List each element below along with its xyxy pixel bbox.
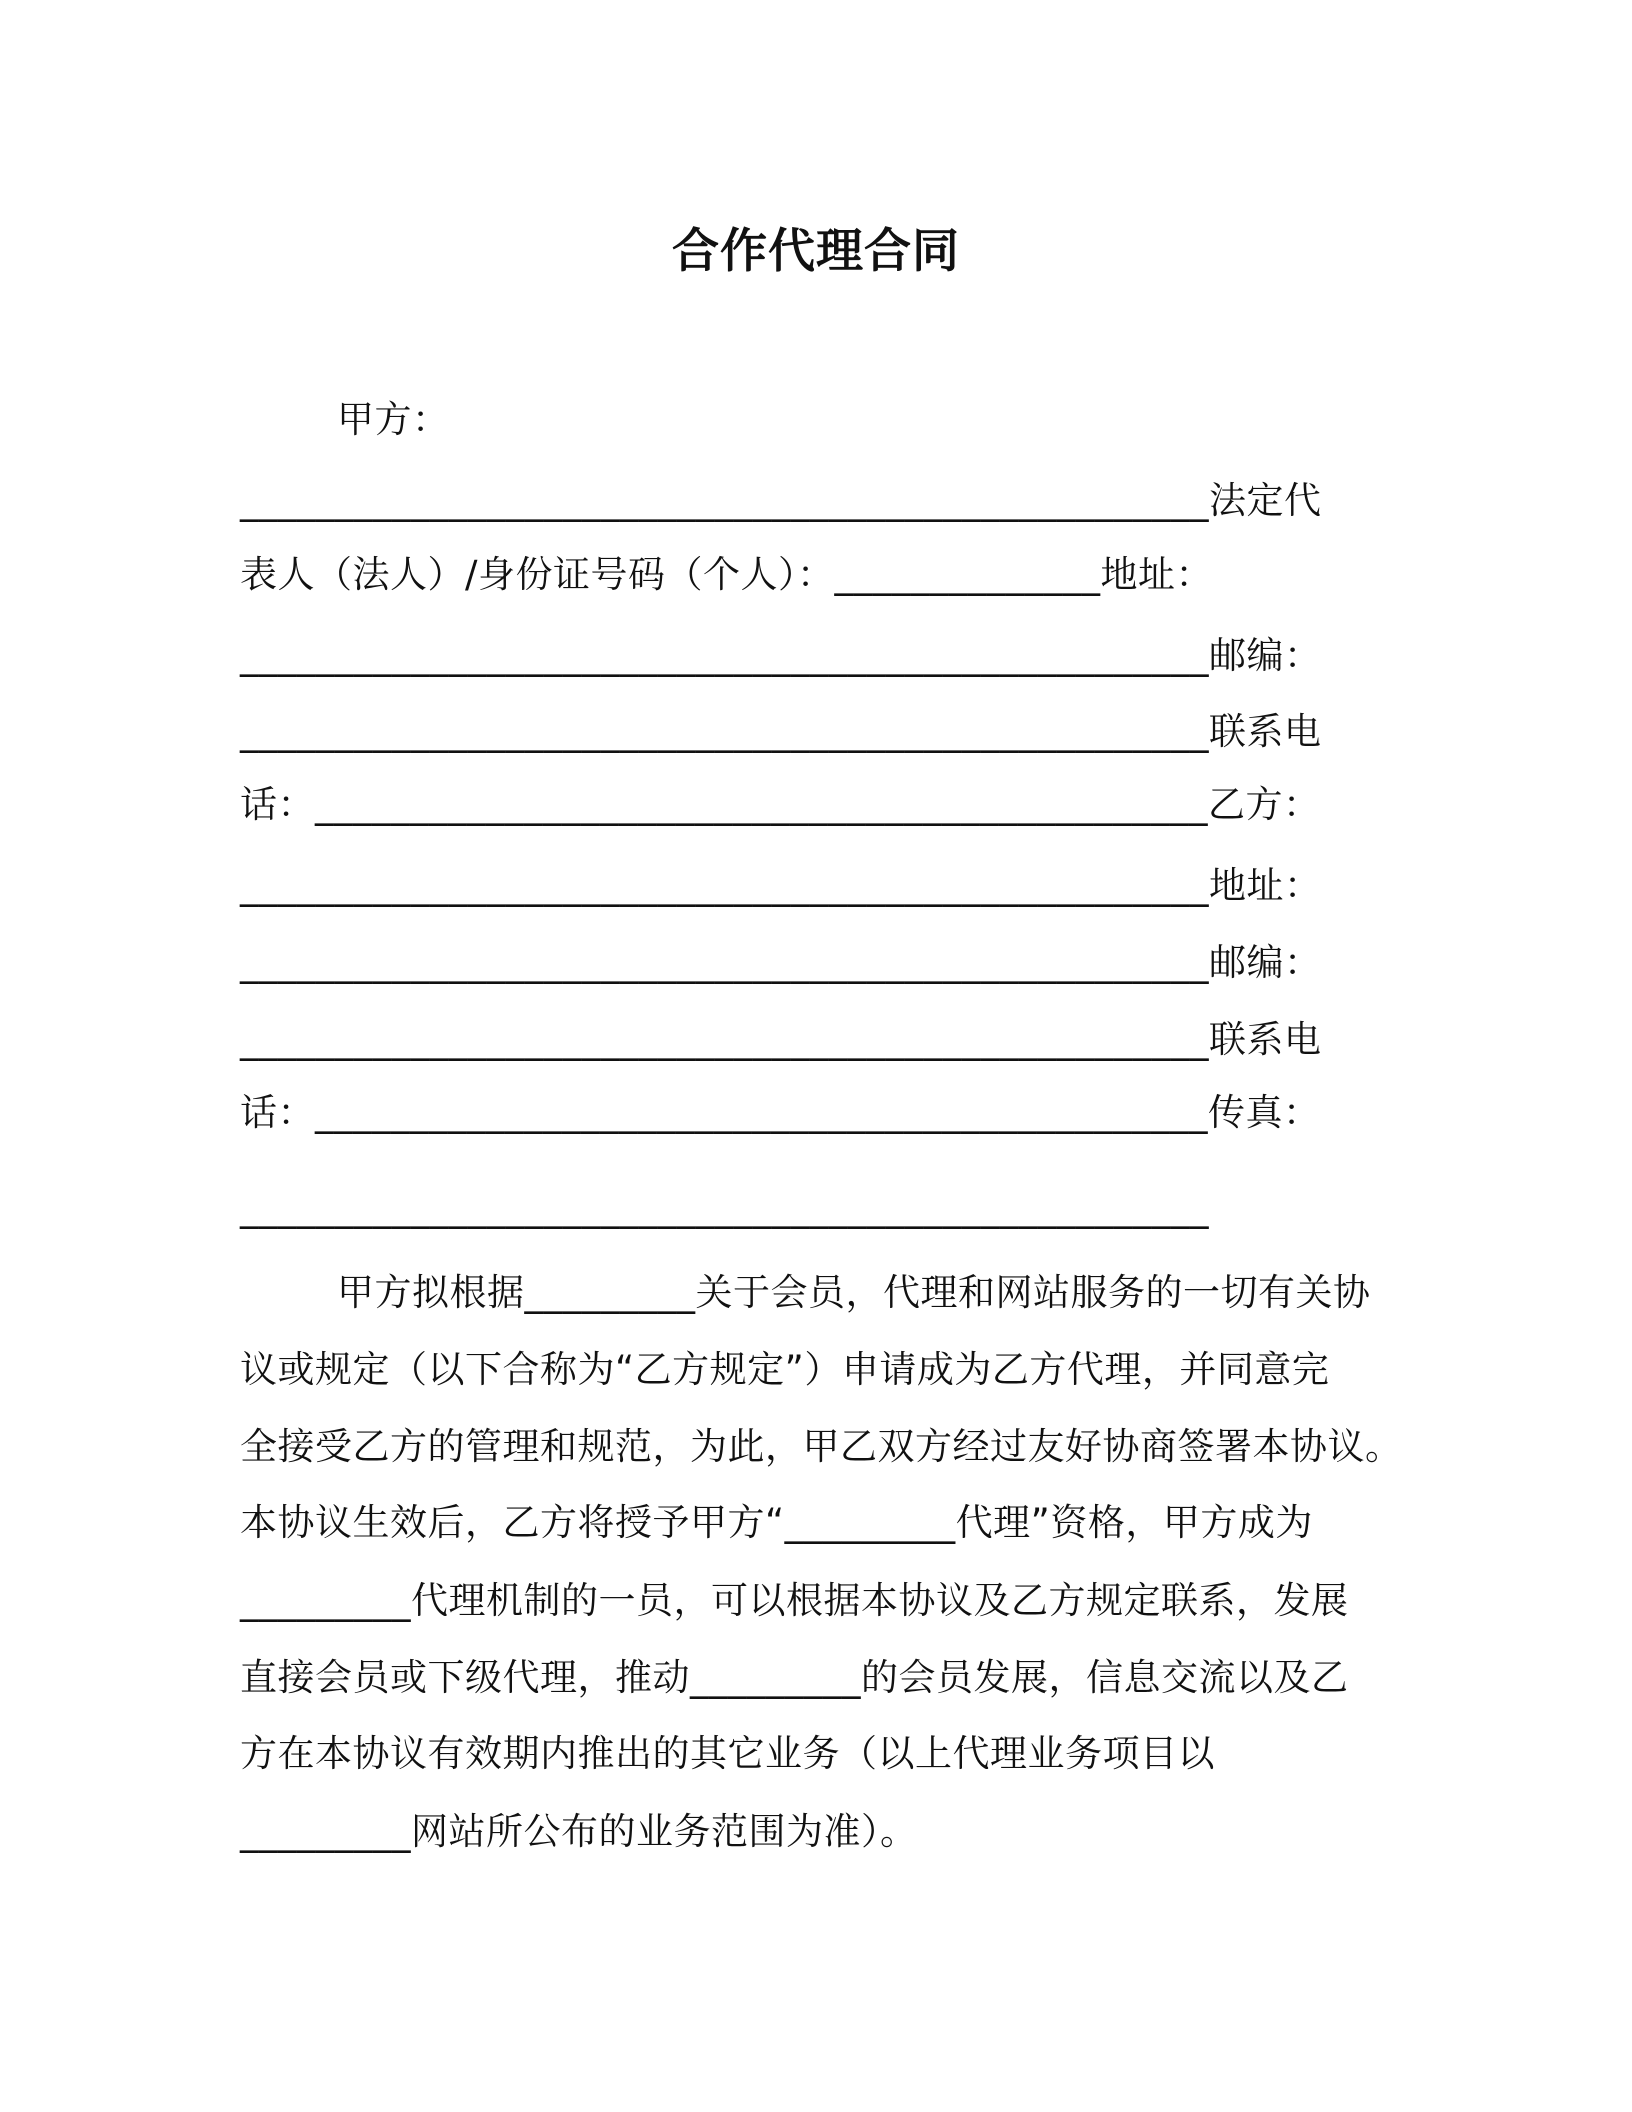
document-line: 话：_______________________________________________乙方： [240, 783, 1321, 826]
document-line: ___________________________________________________邮编： [240, 941, 1322, 984]
document-line: 话：_______________________________________________传真： [240, 1091, 1321, 1134]
paragraph-line: 方在本协议有效期内推出的其它业务（以上代理业务项目以 [240, 1732, 1215, 1775]
document-line: ___________________________________________________ [240, 1186, 1209, 1229]
document-line: ___________________________________________________联系电 [240, 1018, 1322, 1061]
paragraph-line: 全接受乙方的管理和规范，为此，甲乙双方经过友好协商签署本协议。 [240, 1425, 1403, 1468]
paragraph-line: _________代理机制的一员，可以根据本协议及乙方规定联系，发展 [240, 1579, 1349, 1622]
document-line: ___________________________________________________地址： [240, 864, 1322, 907]
document-line: ___________________________________________________邮编： [240, 634, 1322, 677]
document-title: 合作代理合同 [672, 224, 960, 279]
party-a-label: 甲方： [337, 398, 450, 441]
paragraph-line: 直接会员或下级代理，推动_________的会员发展，信息交流以及乙 [240, 1656, 1349, 1699]
document-line: 表人（法人）/身份证号码（个人）：______________地址： [240, 553, 1213, 596]
document-line: ___________________________________________________联系电 [240, 710, 1322, 753]
paragraph-line: _________网站所公布的业务范围为准）。 [240, 1810, 918, 1853]
paragraph-line: 议或规定（以下合称为“乙方规定”）申请成为乙方代理，并同意完 [240, 1348, 1330, 1391]
document-line: ___________________________________________________法定代 [240, 479, 1322, 522]
paragraph-line: 本协议生效后，乙方将授予甲方“_________代理”资格，甲方成为 [240, 1501, 1313, 1544]
paragraph-line: 甲方拟根据_________关于会员，代理和网站服务的一切有关协 [337, 1271, 1371, 1314]
